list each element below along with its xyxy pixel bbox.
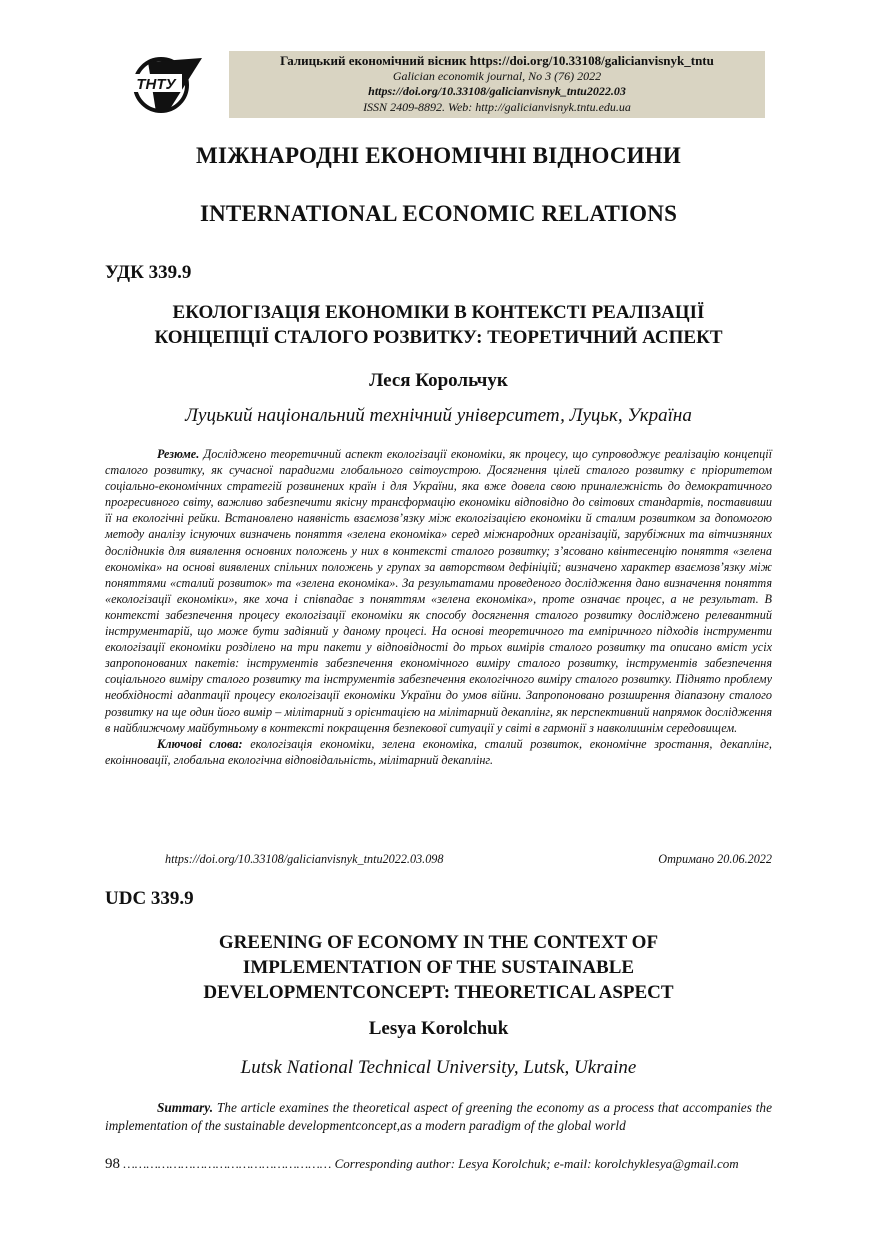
page-footer <box>105 1156 739 1173</box>
article-title-en-line1: GREENING OF ECONOMY IN THE CONTEXT OF <box>218 932 659 953</box>
keywords-text: екологізація економіки, зелена економіка, сталий розвиток, економічне зростання, декаплінг, екоінновації, глобальна екологічна відповідальність, мілітарний декаплінг. <box>105 736 772 767</box>
author-en: Lesya Korolchuk <box>368 1018 509 1039</box>
journal-line-3: https://doi.org/10.33108/galicianvisnyk_tntu2022.03 <box>368 84 626 98</box>
affiliation-en: Lutsk National Technical University, Lutsk, Ukraine <box>240 1057 637 1078</box>
article-doi: https://doi.org/10.33108/galicianvisnyk_tntu2022.03.098 <box>165 852 444 866</box>
article-title-en <box>100 930 777 1005</box>
article-title-uk-line2: КОНЦЕПЦІЇ СТАЛОГО РОЗВИТКУ: ТЕОРЕТИЧНИЙ АСПЕКТ <box>154 327 723 348</box>
journal-line-4: ISSN 2409-8892. Web: http://galicianvisnyk.tntu.edu.ua <box>363 99 631 114</box>
section-title-en: INTERNATIONAL ECONOMIC RELATIONS <box>199 201 678 226</box>
university-logo <box>128 52 204 116</box>
udc-uk: УДК 339.9 <box>105 262 192 283</box>
journal-masthead <box>229 51 765 118</box>
summary-label: Summary. <box>157 1100 214 1115</box>
abstract-text: Досліджено теоретичний аспект екологізації економіки, як процесу, що супроводжує реалізацію концепції сталого розвитку, як сучасної парадигми глобального світоустрою. Досягнення цілей сталого розвитку є пріоритетом соціально-економічних стратегій розвинених країн і для України, яка вже довела свою приналежність до демократичного прогресивного світу, важливо забезпечити якісну трансформацію економіки відповідно до світових стандартів, поставивши її на екологічні рейки. Встановлено наявність взаємозв’язку між екологізацією економіки й сталим розвитком за допомогою методу аналізу існуючих визначень поняття «зелена економіка» серед міжнародних організацій, зарубіжних та вітчизняних дослідників для виявлення основних положень у них в контексті сталого розвитку; з’ясовано квінтесенцію поняття «зелена економіка» на основі виявлених спільних положень у групах за авторством дефініцій; визначено характер взаємозв’язку між поняттями «сталий розвиток» та «зелена економіка». За результатами проведеного дослідження дано визначення поняття «екологізації економіки», яке хоча і співпадає з поняттям «зелена економіка», проте означає процес, а не результат. В контексті забезпечення процесу екологізації економіки як способу досягнення сталого розвитку досліджено релевантний інструментарій, що може бути задіяний у даному процесі. На основі теоретичного та емпіричного підходів інструменти екологізації економіки розділено на три пакети у відповідності до трьох вимірів сталого розвитку та описано вміст усіх запропонованих пакетів: інструментів забезпечення економічного виміру сталого розвитку, інструментів забезпечення соціального виміру сталого розвитку та інструментів забезпечення екологічного виміру сталого розвитку. Піднято проблему необхідності адаптації процесу екологізації економіки України до умов війни. Запропоновано розширення діапазону сталого розвитку на ще один його вимір – мілітарний з орієнтацією на мілітарний декаплінг, як перспективний напрямок дослідження в найближчому майбутньому в контексті покращення безпекової ситуації у світі в гармонії з навколишнім середовищем. <box>105 447 772 735</box>
logo-text: ТНТУ <box>136 76 176 93</box>
article-title-en-line3: DEVELOPMENTCONCEPT: THEORETICAL ASPECT <box>203 982 674 1003</box>
footer-text: ……………………………………………… Corresponding author: Lesya Korolchuk; e-mail: korolchyklesya@gmail.com <box>120 1156 739 1171</box>
journal-line-1: Галицький економічний вісник https://doi.org/10.33108/galicianvisnyk_tntu <box>280 53 714 68</box>
received-date: Отримано 20.06.2022 <box>658 852 772 866</box>
journal-line-2: Galician economik journal, No 3 (76) 2022 <box>392 68 602 83</box>
author-uk: Леся Корольчук <box>369 370 508 391</box>
section-title-uk: МІЖНАРОДНІ ЕКОНОМІЧНІ ВІДНОСИНИ <box>196 143 681 168</box>
keywords-label: Ключові слова: <box>157 736 243 751</box>
article-title-uk <box>100 300 777 350</box>
page-number: 98 <box>105 1156 120 1172</box>
summary-text: The article examines the theoretical aspect of greening the economy as a process that accompanies the implementation of the sustainable developmentconcept,as a modern paradigm of the global world <box>105 1100 772 1133</box>
abstract-label: Резюме. <box>157 447 200 461</box>
udc-en: UDC 339.9 <box>105 888 194 909</box>
abstract-uk <box>105 446 772 768</box>
affiliation-uk: Луцький національний технічний університет, Луцьк, Україна <box>185 405 692 426</box>
article-title-en-line2: IMPLEMENTATION OF THE SUSTAINABLE <box>242 957 635 978</box>
summary-en <box>105 1099 772 1134</box>
article-title-uk-line1: ЕКОЛОГІЗАЦІЯ ЕКОНОМІКИ В КОНТЕКСТІ РЕАЛІЗАЦІЇ <box>172 302 705 323</box>
